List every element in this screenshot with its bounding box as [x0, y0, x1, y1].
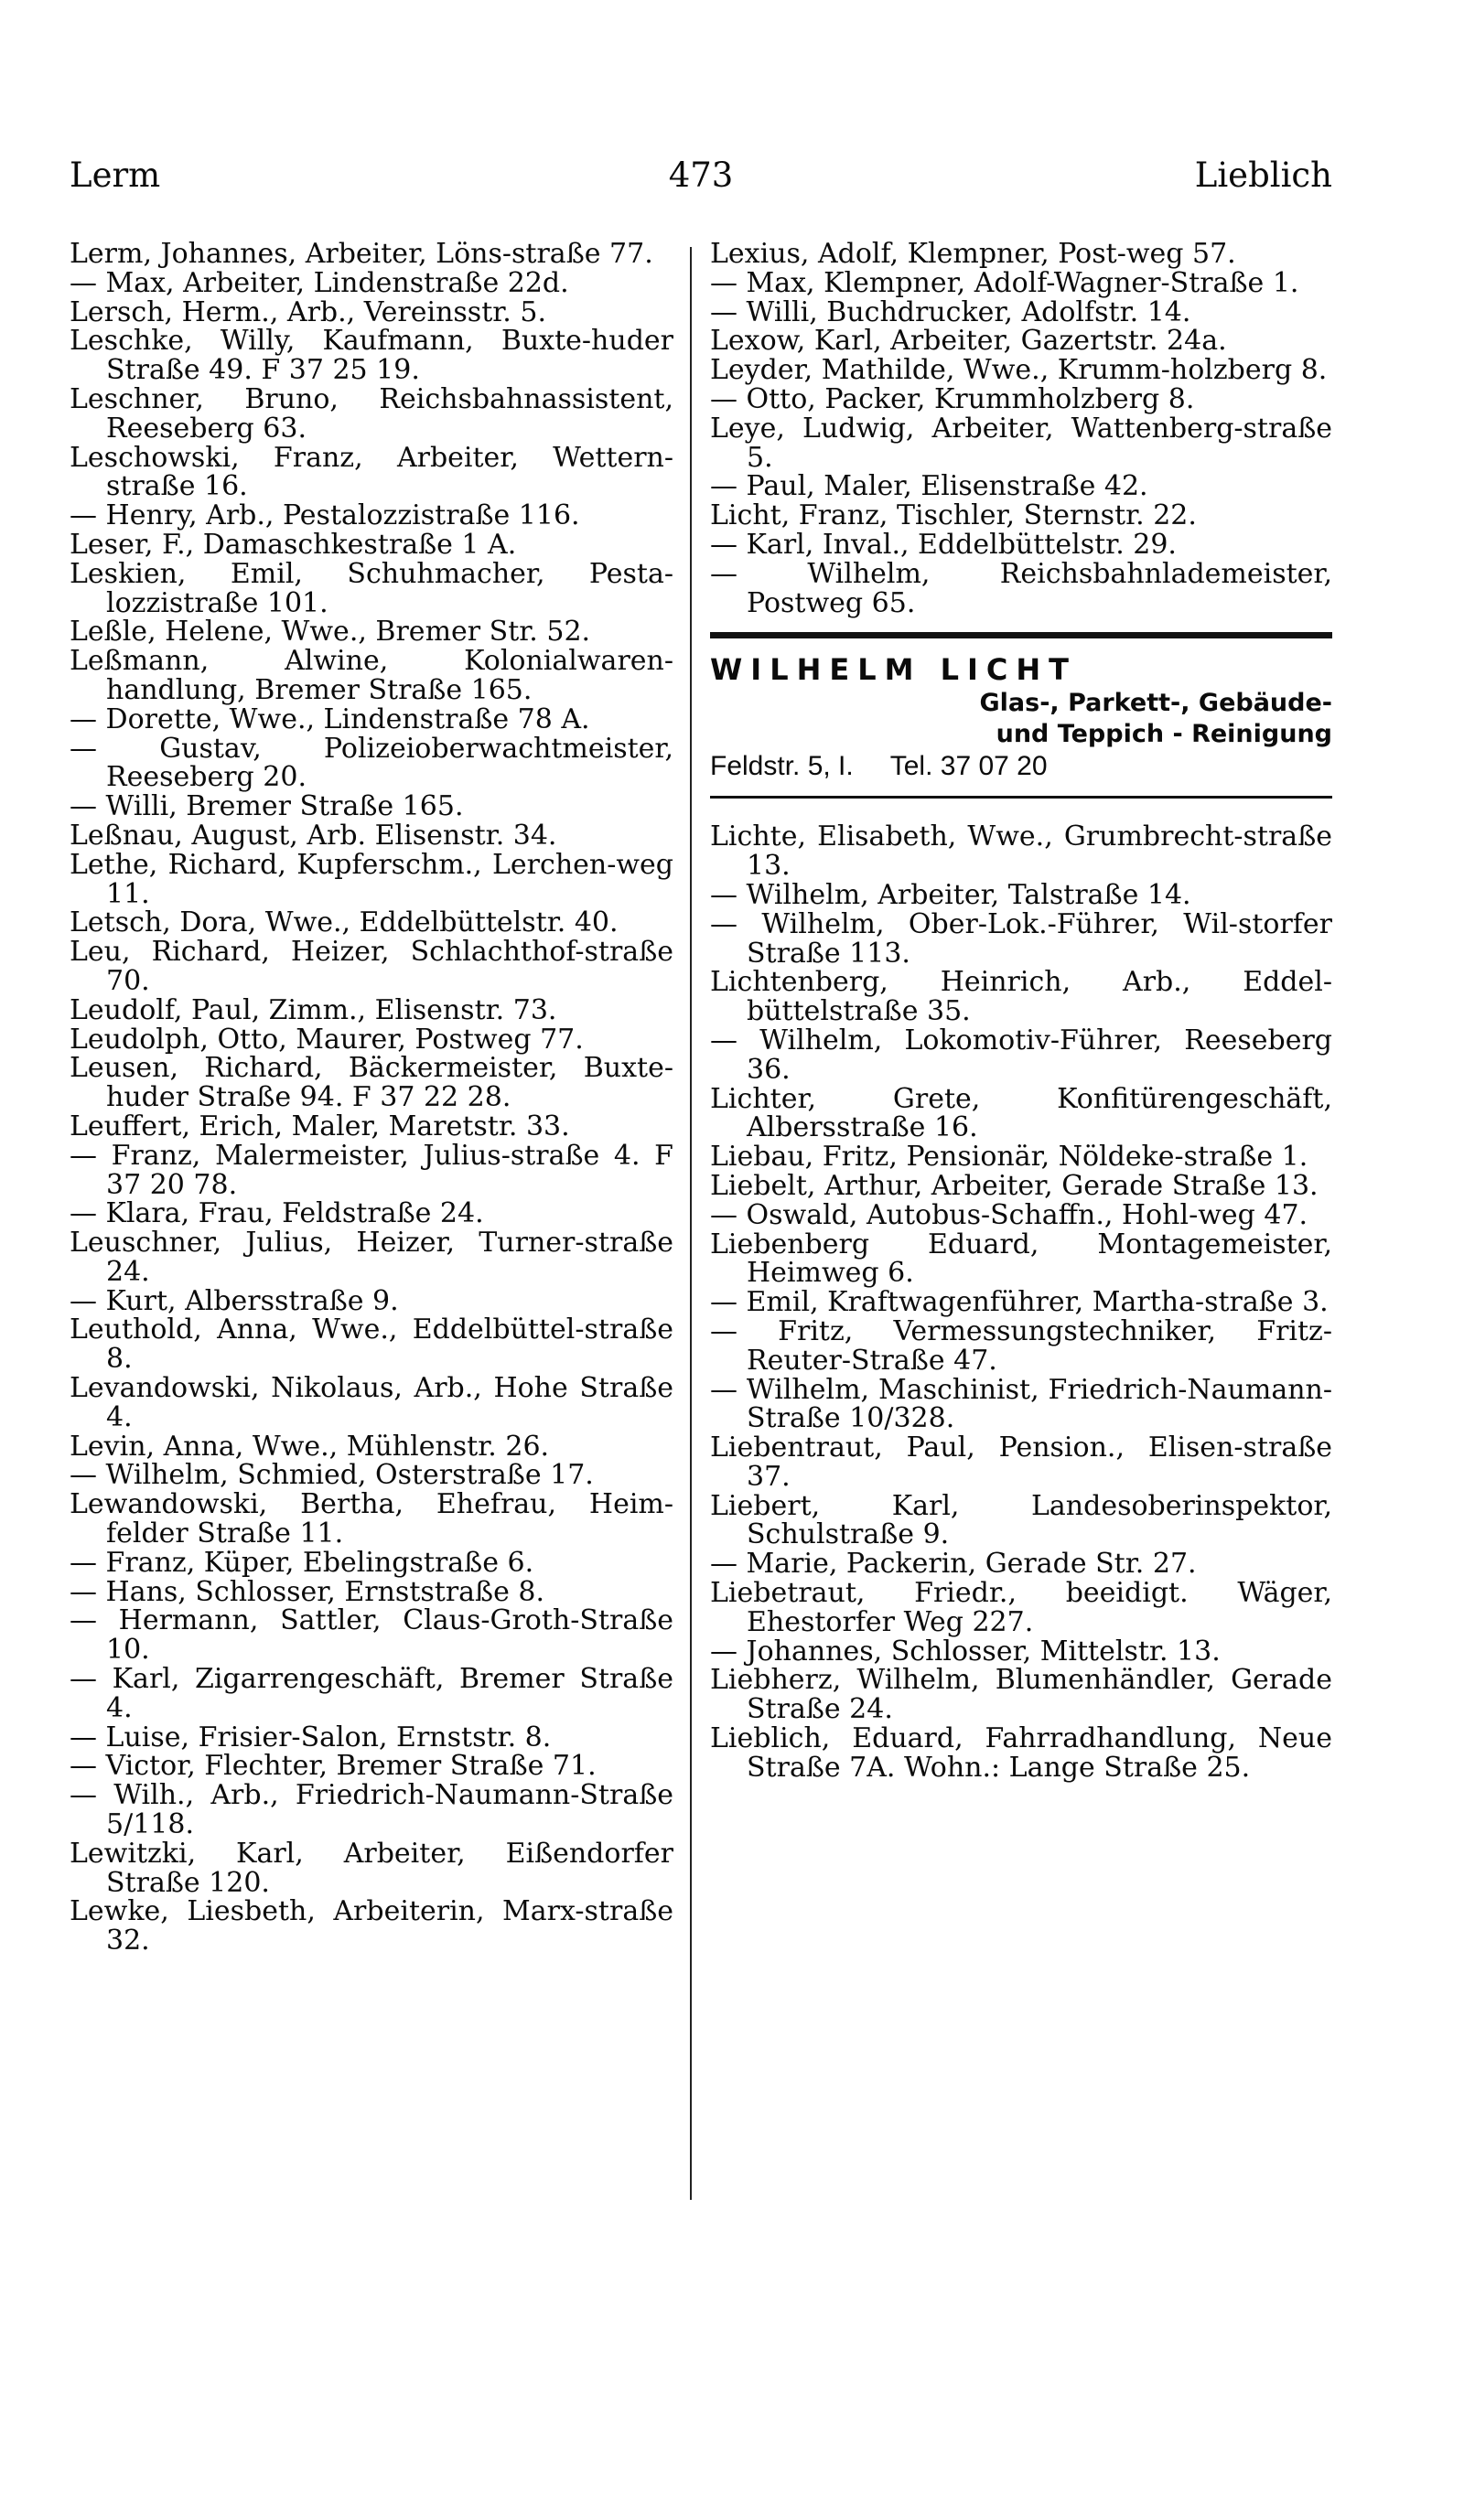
directory-entry: — Karl, Inval., Eddelbüttelstr. 29. [710, 528, 1177, 561]
left-column [70, 240, 673, 1956]
directory-entry: — Hans, Schlosser, Ernststraße 8. [70, 1575, 545, 1608]
directory-entry: — Marie, Packerin, Gerade Str. 27. [710, 1548, 1197, 1581]
directory-entry: Liebherz, Wilhelm, Blumenhändler, Gerade Straße 24. [710, 1664, 1332, 1726]
directory-entry: — Otto, Packer, Krummholzberg 8. [710, 382, 1195, 415]
directory-entry: Leyder, Mathilde, Wwe., Krumm-holzberg 8. [710, 354, 1328, 387]
ad-address: Feldstr. 5, I. [710, 751, 854, 782]
directory-entry: — Wilhelm, Ober-Lok.-Führer, Wil-storfer Straße 113. [710, 907, 1332, 970]
directory-entry: Lieblich, Eduard, Fahrradhandlung, Neue Straße 7A. Wohn.: Lange Straße 25. [710, 1722, 1332, 1784]
directory-entry: — Karl, Zigarrengeschäft, Bremer Straße 4. [70, 1663, 673, 1724]
right-column [710, 240, 1332, 1783]
directory-entry: — Willi, Buchdrucker, Adolfstr. 14. [710, 295, 1191, 328]
directory-entry: Lersch, Herm., Arb., Vereinsstr. 5. [70, 295, 547, 328]
ad-services-line-2: und Teppich - Reinigung [996, 720, 1332, 749]
directory-entry: — Klara, Frau, Feldstraße 24. [70, 1197, 484, 1230]
directory-entry: — Max, Klempner, Adolf-Wagner-Straße 1. [710, 266, 1299, 299]
column-divider [690, 247, 692, 2200]
directory-entry: Leusen, Richard, Bäckermeister, Buxte-huder Straße 94. F 37 22 28. [70, 1052, 673, 1114]
advertisement [710, 632, 1332, 799]
directory-entry: Letsch, Dora, Wwe., Eddelbüttelstr. 40. [70, 906, 619, 939]
directory-entry: Lethe, Richard, Kupferschm., Lerchen-weg 11. [70, 848, 673, 910]
ad-top-rule [710, 632, 1332, 638]
directory-entry: Lewke, Liesbeth, Arbeiterin, Marx-straße 32. [70, 1895, 673, 1957]
directory-entry: — Victor, Flechter, Bremer Straße 71. [70, 1750, 597, 1783]
ad-bottom-rule [710, 796, 1332, 799]
directory-entry: — Gustav, Polizeioberwachtmeister, Reeseberg 20. [70, 732, 673, 794]
directory-entry: — Henry, Arb., Pestalozzistraße 116. [70, 499, 580, 532]
directory-entry: Lichter, Grete, Konfitürengeschäft, Albersstraße 16. [710, 1082, 1332, 1144]
directory-entry: — Franz, Malermeister, Julius-straße 4. F 37 20 78. [70, 1139, 673, 1201]
ad-company-name: WILHELM LICHT [710, 652, 1077, 688]
directory-entry: — Hermann, Sattler, Claus-Groth-Straße 10. [70, 1604, 673, 1667]
directory-entry: — Wilhelm, Maschinist, Friedrich-Naumann-Straße 10/328. [710, 1373, 1332, 1435]
directory-entry: Lichte, Elisabeth, Wwe., Grumbrecht-straße 13. [710, 820, 1332, 883]
directory-entry: Leser, F., Damaschkestraße 1 A. [70, 528, 517, 561]
directory-entry: Leßnau, August, Arb. Elisenstr. 34. [70, 819, 557, 852]
directory-entry: Leßle, Helene, Wwe., Bremer Str. 52. [70, 616, 591, 649]
directory-entry: Levandowski, Nikolaus, Arb., Hohe Straße 4. [70, 1372, 673, 1433]
directory-entry: Lexius, Adolf, Klempner, Post-weg 57. [710, 238, 1236, 270]
directory-entry: — Johannes, Schlosser, Mittelstr. 13. [710, 1635, 1221, 1667]
page-header [70, 155, 1332, 229]
directory-entry: — Willi, Bremer Straße 165. [70, 790, 464, 823]
directory-entry: Lerm, Johannes, Arbeiter, Löns-straße 77. [70, 238, 653, 270]
directory-entry: — Wilhelm, Arbeiter, Talstraße 14. [710, 878, 1191, 911]
directory-entry: Leskien, Emil, Schuhmacher, Pesta-lozzistraße 101. [70, 557, 673, 619]
directory-entry: — Kurt, Albersstraße 9. [70, 1284, 399, 1317]
directory-entry: Lexow, Karl, Arbeiter, Gazertstr. 24a. [710, 325, 1227, 358]
directory-entry: — Emil, Kraftwagenführer, Martha-straße 3. [710, 1286, 1329, 1319]
ad-contact [710, 750, 1332, 783]
directory-entry: Leuschner, Julius, Heizer, Turner-straße 24. [70, 1227, 673, 1288]
directory-entry: Liebentraut, Paul, Pension., Elisen-straße 37. [710, 1432, 1332, 1493]
directory-entry: Leuffert, Erich, Maler, Maretstr. 33. [70, 1110, 570, 1142]
directory-entry: — Max, Arbeiter, Lindenstraße 22d. [70, 266, 569, 299]
directory-entry: — Luise, Frisier-Salon, Ernststr. 8. [70, 1721, 552, 1753]
header-last-entry: Lieblich [1194, 155, 1332, 195]
directory-entry: Lewitzki, Karl, Arbeiter, Eißendorfer Straße 120. [70, 1837, 673, 1899]
ad-services-line-1: Glas-, Parkett-, Gebäude- [979, 689, 1332, 718]
directory-entry: Leuthold, Anna, Wwe., Eddelbüttel-straße 8. [70, 1314, 673, 1376]
directory-entry: Lichtenberg, Heinrich, Arb., Eddel-büttelstraße 35. [710, 966, 1332, 1028]
directory-entry: Licht, Franz, Tischler, Sternstr. 22. [710, 499, 1197, 532]
directory-entry: Liebenberg Eduard, Montagemeister, Heimweg 6. [710, 1228, 1332, 1290]
directory-entry: — Paul, Maler, Elisenstraße 42. [710, 470, 1148, 503]
directory-entry: — Dorette, Wwe., Lindenstraße 78 A. [70, 702, 590, 735]
directory-entry: Lewandowski, Bertha, Ehefrau, Heim-felder Straße 11. [70, 1488, 673, 1550]
directory-entry: Levin, Anna, Wwe., Mühlenstr. 26. [70, 1430, 550, 1463]
directory-entry: Liebau, Fritz, Pensionär, Nöldeke-straße 1. [710, 1141, 1308, 1174]
directory-entry: Leudolph, Otto, Maurer, Postweg 77. [70, 1023, 584, 1056]
header-first-entry: Lerm [70, 155, 161, 195]
directory-entry: Leu, Richard, Heizer, Schlachthof-straße 70. [70, 936, 673, 997]
directory-entry: Leschke, Willy, Kaufmann, Buxte-huder Straße 49. F 37 25 19. [70, 325, 673, 387]
directory-entry: — Wilhelm, Reichsbahnlademeister, Postweg 65. [710, 557, 1332, 619]
ad-phone: Tel. 37 07 20 [889, 751, 1048, 782]
page-number: 473 [668, 155, 734, 195]
directory-entry: — Wilhelm, Lokomotiv-Führer, Reeseberg 36. [710, 1024, 1332, 1086]
directory-entry: Liebetraut, Friedr., beeidigt. Wäger, Ehestorfer Weg 227. [710, 1577, 1332, 1638]
right-column-top [710, 240, 1332, 617]
right-column-bottom [710, 822, 1332, 1782]
directory-entry: — Wilh., Arb., Friedrich-Naumann-Straße 5/118. [70, 1779, 673, 1841]
directory-entry: Liebelt, Arthur, Arbeiter, Gerade Straße 13. [710, 1169, 1319, 1202]
directory-entry: — Oswald, Autobus-Schaffn., Hohl-weg 47. [710, 1198, 1308, 1231]
directory-entry: Leschner, Bruno, Reichsbahnassistent, Reeseberg 63. [70, 382, 673, 445]
directory-entry: Leschowski, Franz, Arbeiter, Wettern-straße 16. [70, 441, 673, 503]
directory-entry: — Franz, Küper, Ebelingstraße 6. [70, 1546, 534, 1579]
directory-entry: Leye, Ludwig, Arbeiter, Wattenberg-straße 5. [710, 412, 1332, 474]
directory-entry: — Wilhelm, Schmied, Osterstraße 17. [70, 1459, 594, 1492]
directory-entry: — Fritz, Vermessungstechniker, Fritz-Reuter-Straße 47. [710, 1314, 1332, 1377]
directory-entry: Liebert, Karl, Landesoberinspektor, Schulstraße 9. [710, 1489, 1332, 1551]
directory-entry: Leudolf, Paul, Zimm., Elisenstr. 73. [70, 993, 557, 1026]
directory-entry: Leßmann, Alwine, Kolonialwaren-handlung, Bremer Straße 165. [70, 645, 673, 706]
